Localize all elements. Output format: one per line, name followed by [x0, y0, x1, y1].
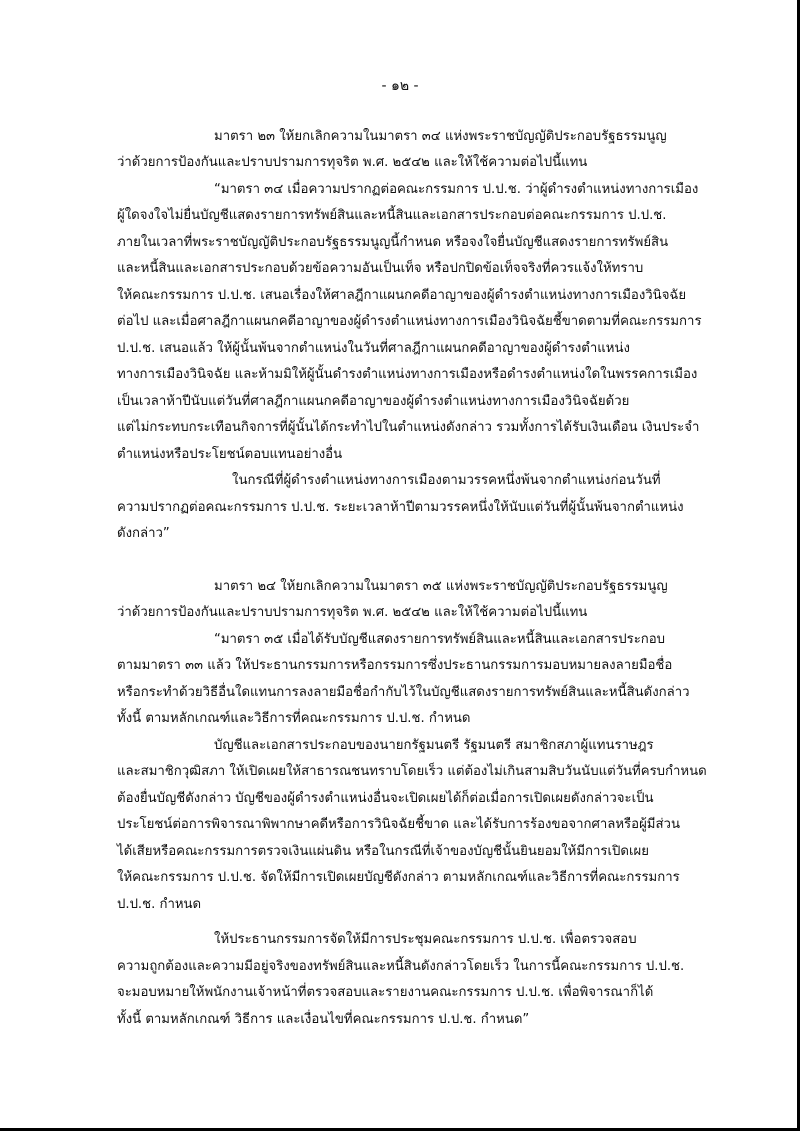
text-line: ว่าด้วยการป้องกันและปราบปรามการทุจริต พ.ศ. ๒๕๔๒ และให้ใช้ความต่อไปนี้แทน — [117, 155, 588, 170]
text-line: แต่ไม่กระทบกระเทือนกิจการที่ผู้นั้นได้กระทำไปในตำแหน่งดังกล่าว รวมทั้งการได้รับเงินเดือน เงินประจำ — [117, 420, 700, 435]
text-line: ตำแหน่งหรือประโยชน์ตอบแทนอย่างอื่น — [117, 447, 343, 462]
text-line: ป.ป.ช. เสนอแล้ว ให้ผู้นั้นพ้นจากตำแหน่งในวันที่ศาลฎีกาแผนกคดีอาญาของผู้ดำรงตำแหน่ง — [117, 341, 630, 356]
text-line: ต้องยื่นบัญชีดังกล่าว บัญชีของผู้ดำรงตำแหน่งอื่นจะเปิดเผยได้ก็ต่อเมื่อการเปิดเผยดังกล่าวจะเป็น — [117, 791, 654, 806]
text-line: เป็นเวลาห้าปีนับแต่วันที่ศาลฎีกาแผนกคดีอาญาของผู้ดำรงตำแหน่งทางการเมืองวินิจฉัยด้วย — [117, 394, 630, 409]
text-line: จะมอบหมายให้พนักงานเจ้าหน้าที่ตรวจสอบและรายงานคณะกรรมการ ป.ป.ช. เพื่อพิจารณาก็ได้ — [117, 985, 654, 1000]
text-line: ผู้ใดจงใจไม่ยื่นบัญชีแสดงรายการทรัพย์สินและหนี้สินและเอกสารประกอบต่อคณะกรรมการ ป.ป.ช. — [117, 208, 667, 223]
text-line: ดังกล่าว” — [117, 526, 170, 541]
text-line: ว่าด้วยการป้องกันและปราบปรามการทุจริต พ.ศ. ๒๕๔๒ และให้ใช้ความต่อไปนี้แทน — [117, 605, 588, 620]
text-line: ได้เสียหรือคณะกรรมการตรวจเงินแผ่นดิน หรือในกรณีที่เจ้าของบัญชีนั้นยินยอมให้มีการเปิดเผย — [117, 844, 649, 859]
page-number: - ๑๒ - — [381, 78, 419, 94]
text-line: ให้ประธานกรรมการจัดให้มีการประชุมคณะกรรมการ ป.ป.ช. เพื่อตรวจสอบ — [214, 932, 637, 947]
text-line: ความถูกต้องและความมีอยู่จริงของทรัพย์สินและหนี้สินดังกล่าวโดยเร็ว ในการนี้คณะกรรมการ ป.ป.ช. — [117, 959, 685, 974]
text-line: และสมาชิกวุฒิสภา ให้เปิดเผยให้สาธารณชนทราบโดยเร็ว แต่ต้องไม่เกินสามสิบวันนับแต่วันที่ครบกำหนด — [117, 764, 707, 779]
text-line: ให้คณะกรรมการ ป.ป.ช. เสนอเรื่องให้ศาลฎีกาแผนกคดีอาญาของผู้ดำรงตำแหน่งทางการเมืองวินิจฉัย — [117, 288, 687, 303]
text-line: ทั้งนี้ ตามหลักเกณฑ์และวิธีการที่คณะกรรมการ ป.ป.ช. กำหนด — [117, 711, 471, 726]
text-line: ภายในเวลาที่พระราชบัญญัติประกอบรัฐธรรมนูญนี้กำหนด หรือจงใจยื่นบัญชีแสดงรายการทรัพย์สิน — [117, 235, 669, 250]
text-line: มาตรา ๒๔ ให้ยกเลิกความในมาตรา ๓๕ แห่งพระราชบัญญัติประกอบรัฐธรรมนูญ — [214, 579, 668, 594]
text-line: และหนี้สินและเอกสารประกอบด้วยข้อความอันเป็นเท็จ หรือปกปิดข้อเท็จจริงที่ควรแจ้งให้ทราบ — [117, 261, 644, 276]
text-line: มาตรา ๒๓ ให้ยกเลิกความในมาตรา ๓๔ แห่งพระราชบัญญัติประกอบรัฐธรรมนูญ — [214, 129, 667, 144]
text-line: ความปรากฏต่อคณะกรรมการ ป.ป.ช. ระยะเวลาห้าปีตามวรรคหนึ่งให้นับแต่วันที่ผู้นั้นพ้นจากตำแหน่ง — [117, 500, 684, 515]
text-line: ในกรณีที่ผู้ดำรงตำแหน่งทางการเมืองตามวรรคหนึ่งพ้นจากตำแหน่งก่อนวันที่ — [232, 473, 661, 488]
text-line: “มาตรา ๓๔ เมื่อความปรากฏต่อคณะกรรมการ ป.ป.ช. ว่าผู้ดำรงตำแหน่งทางการเมือง — [214, 182, 699, 197]
text-line: หรือกระทำด้วยวิธีอื่นใดแทนการลงลายมือชื่อกำกับไว้ในบัญชีแสดงรายการทรัพย์สินและหนี้สินดังกล่าว — [117, 685, 690, 700]
text-line: ทั้งนี้ ตามหลักเกณฑ์ วิธีการ และเงื่อนไขที่คณะกรรมการ ป.ป.ช. กำหนด” — [117, 1012, 530, 1027]
text-line: “มาตรา ๓๕ เมื่อได้รับบัญชีแสดงรายการทรัพย์สินและหนี้สินและเอกสารประกอบ — [214, 632, 666, 647]
text-line: ต่อไป และเมื่อศาลฎีกาแผนกคดีอาญาของผู้ดำรงตำแหน่งทางการเมืองวินิจฉัยชี้ขาดตามที่คณะกรรมการ — [117, 314, 702, 329]
text-line: ทางการเมืองวินิจฉัย และห้ามมิให้ผู้นั้นดำรงตำแหน่งทางการเมืองหรือดำรงตำแหน่งใดในพรรคการเมือง — [117, 367, 698, 382]
text-line: ให้คณะกรรมการ ป.ป.ช. จัดให้มีการเปิดเผยบัญชีดังกล่าว ตามหลักเกณฑ์และวิธีการที่คณะกรรมการ — [117, 870, 680, 885]
text-line: ตามมาตรา ๓๓ แล้ว ให้ประธานกรรมการหรือกรรมการซึ่งประธานกรรมการมอบหมายลงลายมือชื่อ — [117, 658, 673, 673]
text-line: บัญชีและเอกสารประกอบของนายกรัฐมนตรี รัฐมนตรี สมาชิกสภาผู้แทนราษฎร — [214, 738, 654, 753]
text-line: ประโยชน์ต่อการพิจารณาพิพากษาคดีหรือการวินิจฉัยชี้ขาด และได้รับการร้องขอจากศาลหรือผู้มีส่วน — [117, 817, 680, 832]
text-line: ป.ป.ช. กำหนด — [117, 897, 202, 912]
